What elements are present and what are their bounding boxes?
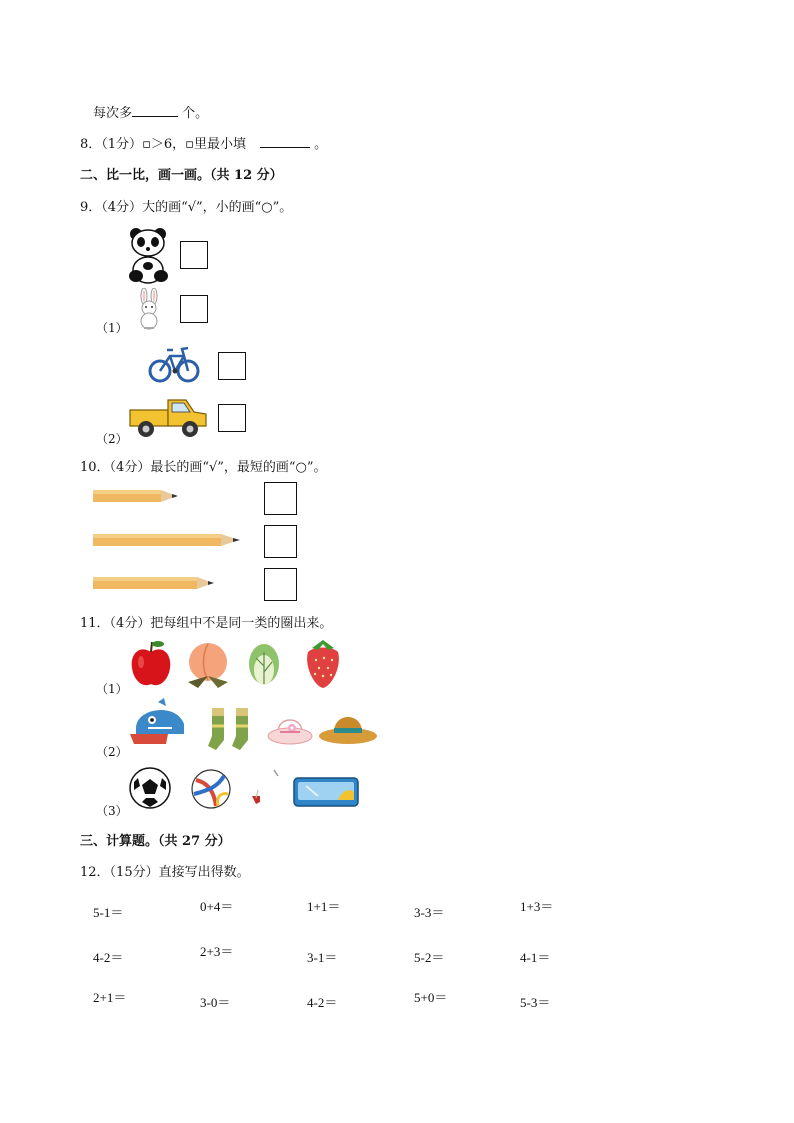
calc-item[interactable]: 4-1＝ (520, 950, 551, 965)
q10-answer-box-3[interactable] (264, 568, 297, 601)
q9-answer-box-rabbit[interactable] (180, 295, 208, 323)
question-12 (80, 861, 250, 880)
calc-item[interactable]: 2+3＝ (200, 944, 234, 959)
q8-answer-blank[interactable] (260, 134, 310, 148)
soccer-ball-icon[interactable] (128, 766, 172, 810)
question-11 (80, 612, 332, 631)
q9-score: （4分） (101, 200, 143, 215)
calc-item[interactable]: 1+1＝ (307, 899, 341, 914)
q10-answer-box-1[interactable] (264, 482, 297, 515)
hat-icon[interactable] (318, 708, 378, 748)
q12-number: 12． (80, 865, 110, 880)
section-2-title: 二、比一比，画一画。（共 12 分） (80, 168, 283, 183)
q11-sub-2-label: （2） (96, 745, 128, 759)
question-9 (80, 196, 292, 215)
q7-text-after: 个。 (178, 106, 209, 121)
q12-score: （15分） (109, 865, 159, 880)
calc-item[interactable]: 4-2＝ (93, 950, 124, 965)
truck-icon (128, 392, 208, 440)
q9-answer-box-truck[interactable] (218, 404, 246, 432)
strawberry-icon[interactable] (302, 636, 344, 690)
pencil-case-icon[interactable] (292, 774, 360, 810)
calc-item[interactable]: 5-3＝ (520, 995, 551, 1010)
calc-item[interactable]: 1+3＝ (520, 899, 554, 914)
q8-number: 8． (80, 137, 102, 152)
apple-icon[interactable] (128, 638, 174, 690)
q7-answer-blank[interactable] (132, 103, 178, 117)
q11-score: （4分） (109, 616, 151, 631)
calc-item[interactable]: 0+4＝ (200, 899, 234, 914)
q11-sub-3-label: （3） (96, 804, 128, 818)
calc-item[interactable]: 5-1＝ (93, 905, 124, 920)
bicycle-icon (148, 344, 200, 384)
q10-score: （4分） (109, 460, 151, 475)
pencil-medium-icon (93, 575, 219, 591)
section-3-title: 三、计算题。（共 27 分） (80, 834, 231, 849)
q9-text: 大的画“√”，小的画“○”。 (142, 200, 293, 215)
q8-end: 。 (309, 137, 328, 152)
q8-score: （1分） (101, 137, 143, 152)
calc-item[interactable]: 3-0＝ (200, 995, 231, 1010)
calc-item[interactable]: 3-1＝ (307, 950, 338, 965)
q9-answer-box-panda[interactable] (180, 241, 208, 269)
q11-text: 把每组中不是同一类的圈出来。 (150, 616, 333, 631)
peach-icon[interactable] (184, 640, 232, 690)
q10-answer-box-2[interactable] (264, 525, 297, 558)
q8-text: ▫＞6，▫里最小填 (142, 137, 246, 152)
q9-number: 9． (80, 200, 102, 215)
sun-hat-icon[interactable] (266, 708, 314, 750)
calc-item[interactable]: 5+0＝ (414, 990, 448, 1005)
calc-item[interactable]: 5-2＝ (414, 950, 445, 965)
badminton-icon[interactable] (248, 768, 282, 808)
pencil-short-icon (93, 488, 183, 504)
panda-icon (126, 226, 172, 286)
pencil-long-icon (93, 532, 245, 548)
cap-icon[interactable] (128, 698, 192, 750)
q9-answer-box-bicycle[interactable] (218, 352, 246, 380)
question-8 (80, 133, 327, 152)
q10-text: 最长的画“√”，最短的画“○”。 (150, 460, 327, 475)
volleyball-icon[interactable] (190, 768, 232, 810)
rabbit-icon (136, 288, 162, 330)
q7-text-before: 每次多 (93, 106, 133, 121)
question-10 (80, 456, 327, 475)
q9-sub-2-label: （2） (96, 432, 128, 446)
q9-sub-1-label: （1） (96, 321, 128, 335)
q11-sub-1-label: （1） (96, 682, 128, 696)
q12-text: 直接写出得数。 (158, 865, 250, 880)
calc-item[interactable]: 3-3＝ (414, 905, 445, 920)
cabbage-icon[interactable] (244, 642, 284, 688)
calc-item[interactable]: 4-2＝ (307, 995, 338, 1010)
q7-tail (93, 102, 208, 121)
calc-item[interactable]: 2+1＝ (93, 990, 127, 1005)
q11-number: 11． (80, 616, 110, 631)
socks-icon[interactable] (206, 706, 260, 754)
q10-number: 10． (80, 460, 110, 475)
